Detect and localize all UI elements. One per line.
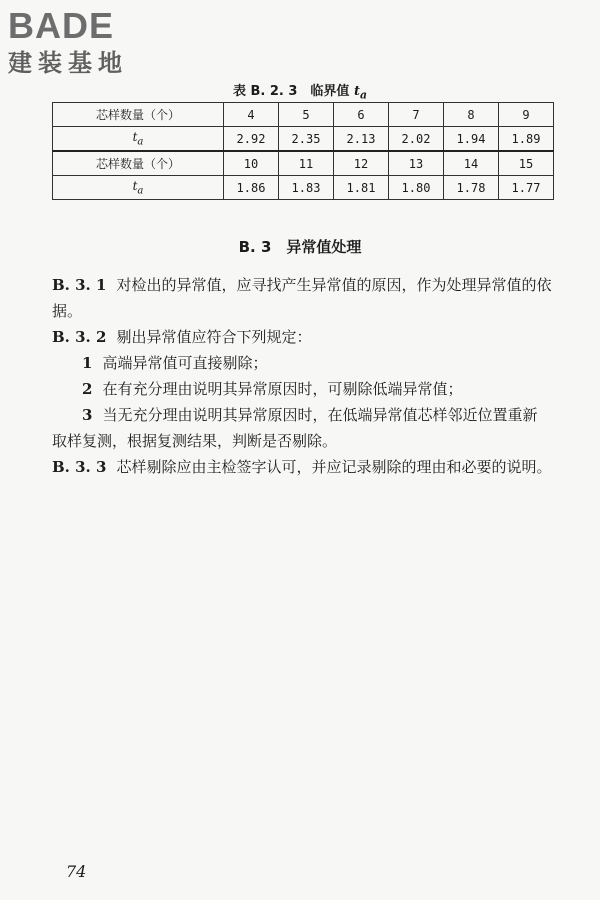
row-label-count: 芯样数量（个）	[53, 151, 224, 176]
table-cell: 8	[444, 103, 499, 127]
table-cell: 10	[224, 151, 279, 176]
logo-subtitle: 建装基地	[8, 49, 128, 77]
table-cell: 2.92	[224, 127, 279, 152]
table-cell: 15	[499, 151, 554, 176]
clause-b-3-3	[52, 454, 552, 480]
table-cell: 2.02	[389, 127, 444, 152]
item-text: 当无充分理由说明其异常原因时，在低端异常值芯样邻近位置重新取样复测，根据复测结果，判断是否剔除。	[52, 406, 538, 450]
table-row	[53, 103, 554, 127]
item-number: 3	[82, 406, 93, 424]
item-number: 2	[82, 380, 93, 398]
table-cell: 1.83	[279, 176, 334, 200]
table-cell: 1.89	[499, 127, 554, 152]
table-caption	[0, 80, 600, 102]
section-body	[52, 272, 552, 480]
watermark-logo	[8, 6, 178, 88]
page-number: 74	[66, 862, 87, 881]
table-cell: 13	[389, 151, 444, 176]
table-cell: 1.81	[334, 176, 389, 200]
caption-text: 表 B. 2. 3 临界值	[232, 84, 350, 99]
row-label-count: 芯样数量（个）	[53, 103, 224, 127]
caption-symbol: $t_a$	[353, 84, 368, 102]
table-cell: 1.86	[224, 176, 279, 200]
clause-number: B. 3. 2	[52, 328, 107, 346]
table-row	[53, 151, 554, 176]
clause-number: B. 3. 3	[52, 458, 107, 476]
clause-text: 对检出的异常值，应寻找产生异常值的原因，作为处理异常值的依据。	[52, 276, 552, 320]
table-cell: 12	[334, 151, 389, 176]
table-row	[53, 176, 554, 200]
clause-text: 剔出异常值应符合下列规定：	[116, 328, 312, 346]
critical-value-table	[52, 102, 554, 200]
clause-b-3-2	[52, 324, 552, 350]
logo-wordmark: BADE	[8, 5, 115, 46]
table-cell: 1.80	[389, 176, 444, 200]
item-text: 在有充分理由说明其异常原因时，可剔除低端异常值；	[102, 380, 463, 398]
row-label-ta: $t_a$	[53, 176, 224, 200]
clause-number: B. 3. 1	[52, 276, 107, 294]
table-row	[53, 127, 554, 152]
section-heading: B. 3 异常值处理	[238, 238, 362, 256]
table-cell: 14	[444, 151, 499, 176]
table-cell: 9	[499, 103, 554, 127]
table-cell: 6	[334, 103, 389, 127]
list-item	[52, 376, 552, 402]
list-item	[52, 350, 552, 376]
row-label-ta: $t_a$	[53, 127, 224, 152]
list-item	[52, 402, 552, 454]
item-text: 高端异常值可直接剔除；	[102, 354, 268, 372]
table-cell: 7	[389, 103, 444, 127]
table-cell: 2.35	[279, 127, 334, 152]
clause-text: 芯样剔除应由主检签字认可，并应记录剔除的理由和必要的说明。	[116, 458, 552, 476]
item-number: 1	[82, 354, 93, 372]
table-cell: 5	[279, 103, 334, 127]
table-cell: 1.77	[499, 176, 554, 200]
table-cell: 1.78	[444, 176, 499, 200]
table-cell: 2.13	[334, 127, 389, 152]
table-cell: 11	[279, 151, 334, 176]
clause-b-3-1	[52, 272, 552, 324]
table-cell: 4	[224, 103, 279, 127]
table-cell: 1.94	[444, 127, 499, 152]
